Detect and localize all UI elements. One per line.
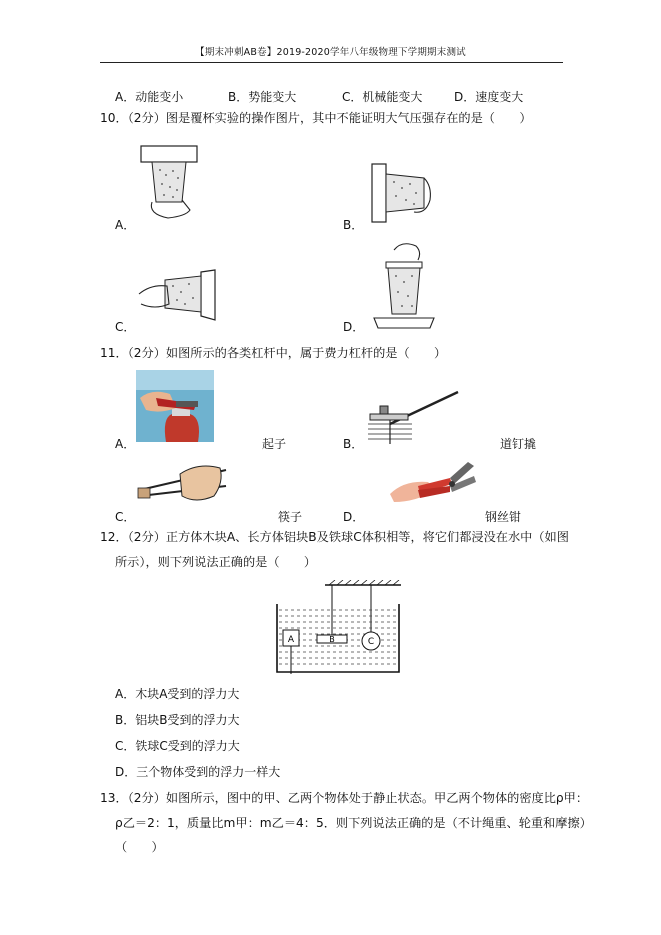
header-rule: [100, 62, 563, 63]
q11-label-b: B．: [343, 437, 364, 451]
q10-label-d: D．: [343, 320, 365, 334]
q12-water-tank-figure: [275, 580, 403, 674]
q11-caption-a: 起子: [262, 437, 287, 451]
q9-option-b: B．势能变大: [228, 90, 297, 104]
q10-figure-d: [372, 240, 436, 332]
page-header: 【期末冲刺AB卷】2019-2020学年八年级物理下学期期末测试: [195, 47, 466, 58]
q10-figure-a: [138, 140, 200, 220]
q11-caption-d: 钢丝钳: [485, 510, 522, 524]
q12-stem-line2: 所示），则下列说法正确的是（ ）: [115, 555, 317, 569]
q11-figure-rail-spike-lever: [366, 390, 460, 446]
q11-figure-bottle-opener: [136, 370, 214, 442]
q9-option-d: D．速度变大: [454, 90, 524, 104]
q12-label-c: C: [367, 637, 375, 647]
q12-option-b: B．铝块B受到的浮力大: [115, 713, 240, 727]
q11-stem: 11．（2分）如图所示的各类杠杆中，属于费力杠杆的是（ ）: [100, 346, 447, 360]
q12-option-d: D．三个物体受到的浮力一样大: [115, 765, 281, 779]
q13-stem-line3: （ ）: [115, 840, 164, 854]
q12-option-a: A．木块A受到的浮力大: [115, 687, 240, 701]
q11-figure-pliers: [388, 456, 484, 504]
q10-figure-c: [137, 268, 219, 322]
q11-label-c: C．: [115, 510, 136, 524]
q10-stem: 10．（2分）图是覆杯实验的操作图片，其中不能证明大气压强存在的是（ ）: [100, 111, 532, 125]
q10-label-b: B．: [343, 218, 364, 232]
q10-label-c: C．: [115, 320, 136, 334]
q12-stem-line1: 12．（2分）正方体木块A、长方体铝块B及铁球C体积相等，将它们都浸没在水中（如图: [100, 530, 569, 544]
q11-label-a: A．: [115, 437, 136, 451]
q11-label-d: D．: [343, 510, 365, 524]
q10-figure-b: [370, 160, 434, 226]
q13-stem-line2: ρ乙＝2：1，质量比m甲：m乙＝4：5．则下列说法正确的是（不计绳重、轮重和摩擦）: [115, 816, 592, 830]
q12-option-c: C．铁球C受到的浮力大: [115, 739, 240, 753]
q10-label-a: A．: [115, 218, 136, 232]
q13-stem-line1: 13．（2分）如图所示，图中的甲、乙两个物体处于静止状态。甲乙两个物体的密度比ρ甲：: [100, 791, 589, 805]
q9-option-c: C．机械能变大: [342, 90, 423, 104]
q12-label-a: A: [287, 635, 295, 645]
q9-option-a: A．动能变小: [115, 90, 184, 104]
q11-caption-c: 筷子: [278, 510, 303, 524]
q11-figure-chopsticks: [136, 460, 228, 506]
q12-label-b: B: [329, 635, 335, 644]
q11-caption-b: 道钉撬: [500, 437, 537, 451]
